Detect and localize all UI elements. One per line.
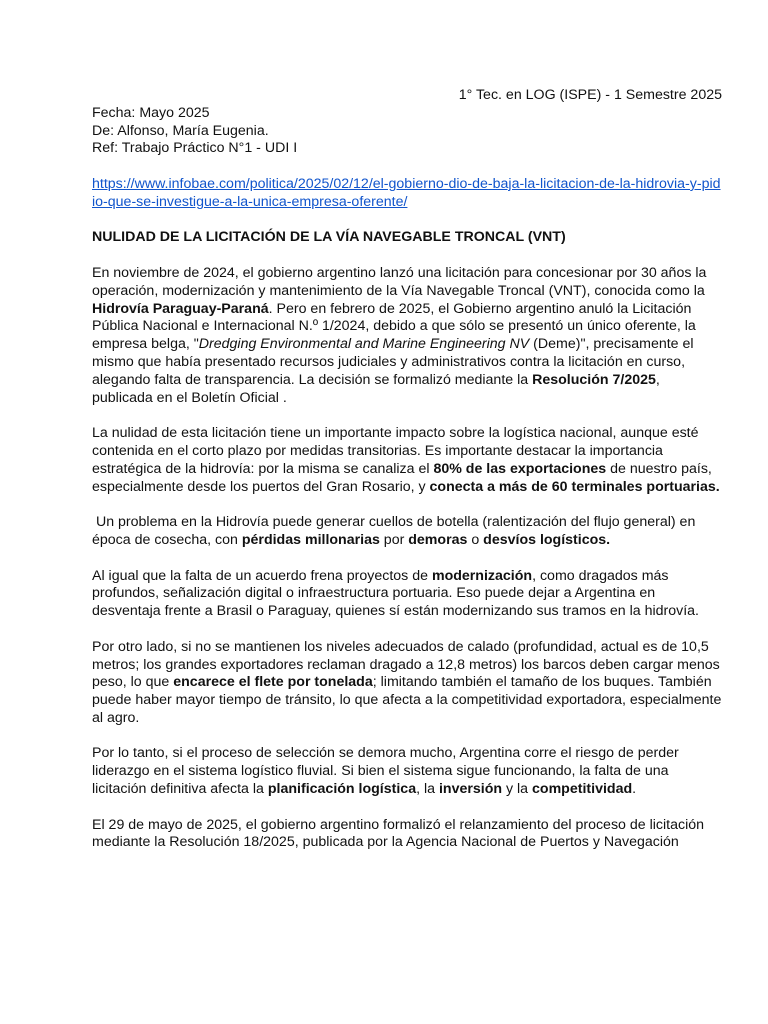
paragraph-3	[92, 514, 722, 550]
paragraph-2	[92, 425, 722, 496]
p1-line: publicada en el Boletín Oficial .	[92, 389, 287, 406]
paragraph-5	[92, 639, 722, 728]
p2-line: contenida en el corto plazo por medidas transitorias. Es importante destacar la importancia	[92, 442, 663, 459]
text-run: estratégica de la hidrovía: por la misma se canaliza el	[92, 460, 434, 477]
course-line: 1° Tec. en LOG (ISPE) - 1 Semestre 2025	[458, 87, 722, 103]
bold-text: 80% de las exportaciones	[433, 460, 607, 477]
p5-line: metros; los grandes exportadores reclaman dragado a 12,8 metros) los barcos deben cargar menos	[92, 656, 720, 673]
p7-line: mediante la Resolución 18/2025, publicada por la Agencia Nacional de Puertos y Navegación	[92, 834, 679, 851]
text-run: .	[632, 781, 637, 798]
p3-line: Un problema en la Hidrovía puede generar cuellos de botella (ralentización del flujo general) en	[92, 514, 696, 531]
p1-line	[92, 372, 722, 390]
bold-text: Hidrovía Paraguay-Paraná	[92, 300, 269, 317]
bold-text: competitividad	[532, 781, 633, 798]
text-run: , como dragados más	[532, 567, 669, 584]
document-title: NULIDAD DE LA LICITACIÓN DE LA VÍA NAVEGABLE TRONCAL (VNT)	[92, 229, 566, 246]
bold-text: Resolución 7/2025	[532, 371, 656, 388]
text-run: (Deme)	[529, 336, 581, 353]
text-run: de nuestro país,	[606, 460, 712, 477]
text-run: peso, lo que	[92, 674, 174, 691]
p5-line: al agro.	[92, 709, 140, 726]
bold-text: planificación logística	[267, 781, 417, 798]
p7-line: El 29 de mayo de 2025, el gobierno argentino formalizó el relanzamiento del proceso de licitación	[92, 816, 705, 833]
text-run: , la	[416, 781, 439, 798]
p1-line: En noviembre de 2024, el gobierno argentino lanzó una licitación para concesionar por 30 años la	[92, 264, 707, 281]
p2-line	[92, 479, 722, 497]
text-run: empresa belga, "	[92, 336, 199, 353]
p1-line	[92, 336, 722, 354]
p1-line: mismo que había presentado recursos judiciales y administrativos contra la licitación en curso,	[92, 353, 686, 370]
p3-line	[92, 532, 722, 550]
p1-line: Pública Nacional e Internacional N.º 1/2024, debido a que sólo se presentó un único oferente, la	[92, 318, 696, 335]
p2-line: La nulidad de esta licitación tiene un importante impacto sobre la logística nacional, aunque esté	[92, 425, 699, 442]
text-run: época de cosecha, con	[92, 531, 242, 548]
p4-line: desventaja frente a Brasil o Paraguay, quienes sí están modernizando sus tramos en la hidrovía.	[92, 603, 699, 620]
text-run: . Pero en febrero de 2025, el Gobierno argentino anuló la Licitación	[268, 300, 692, 317]
bold-text: modernización	[431, 567, 533, 584]
author-line: De: Alfonso, María Eugenia.	[92, 122, 269, 139]
bold-text: demoras	[408, 531, 468, 548]
p2-line	[92, 461, 722, 479]
text-run: licitación definitiva afecta la	[92, 781, 268, 798]
italic-text: Dredging Environmental and Marine Engineering NV	[198, 336, 530, 353]
p5-line	[92, 674, 722, 692]
text-run: ,	[655, 371, 660, 388]
text-run: ; limitando también el tamaño de los buques. También	[372, 674, 712, 691]
bold-text: desvíos logísticos.	[483, 531, 611, 548]
bold-text: inversión	[438, 781, 503, 798]
p6-line: Por lo tanto, si el proceso de selección se demora mucho, Argentina corre el riesgo de perder	[92, 745, 679, 762]
text-run: especialmente desde los puertos del Gran Rosario, y	[92, 478, 430, 495]
text-run: por	[379, 531, 409, 548]
p5-line: Por otro lado, si no se mantienen los niveles adecuados de calado (profundidad, actual es de 10,5	[92, 638, 709, 655]
p4-line: profundos, señalización digital o infraestructura portuaria. Eso puede dejar a Argentina en	[92, 585, 656, 602]
bold-text: pérdidas millonarias	[241, 531, 380, 548]
bold-text: encarece el flete por tonelada	[173, 674, 373, 691]
text-run: y la	[502, 781, 533, 798]
source-link-line-1[interactable]: https://www.infobae.com/politica/2025/02/12/el-gobierno-dio-de-baja-la-licitacion-de-la-hidrovia-y-pid	[92, 175, 721, 192]
paragraph-4	[92, 568, 722, 621]
header-info	[92, 105, 722, 158]
paragraph-6	[92, 745, 722, 798]
p5-line: puede haber mayor tiempo de tránsito, lo que afecta a la competitividad exportadora, especialmente	[92, 692, 722, 709]
paragraph-7	[92, 817, 722, 853]
text-run: alegando falta de transparencia. La decisión se formalizó mediante la	[92, 371, 533, 388]
p6-line: liderazgo en el sistema logístico fluvial. Si bien el sistema sigue funcionando, la falta de una	[92, 763, 669, 780]
p6-line	[92, 781, 722, 799]
text-run: Al igual que la falta de un acuerdo frena proyectos de	[92, 567, 432, 584]
bold-text: conecta a más de 60 terminales portuarias.	[429, 478, 720, 495]
p4-line	[92, 568, 722, 586]
paragraph-1	[92, 265, 722, 407]
source-link-line-2[interactable]: io-que-se-investigue-a-la-unica-empresa-oferente/	[92, 193, 408, 210]
p1-line: operación, modernización y mantenimiento de la Vía Navegable Troncal (VNT), conocida como la	[92, 282, 705, 299]
course-header	[92, 87, 722, 105]
date-line: Fecha: Mayo 2025	[92, 104, 210, 121]
text-run: ", precisamente el	[580, 336, 694, 353]
ref-line: Ref: Trabajo Práctico N°1 - UDI I	[92, 140, 298, 157]
p1-line	[92, 301, 722, 319]
text-run: o	[467, 531, 484, 548]
source-link-block	[92, 176, 722, 212]
